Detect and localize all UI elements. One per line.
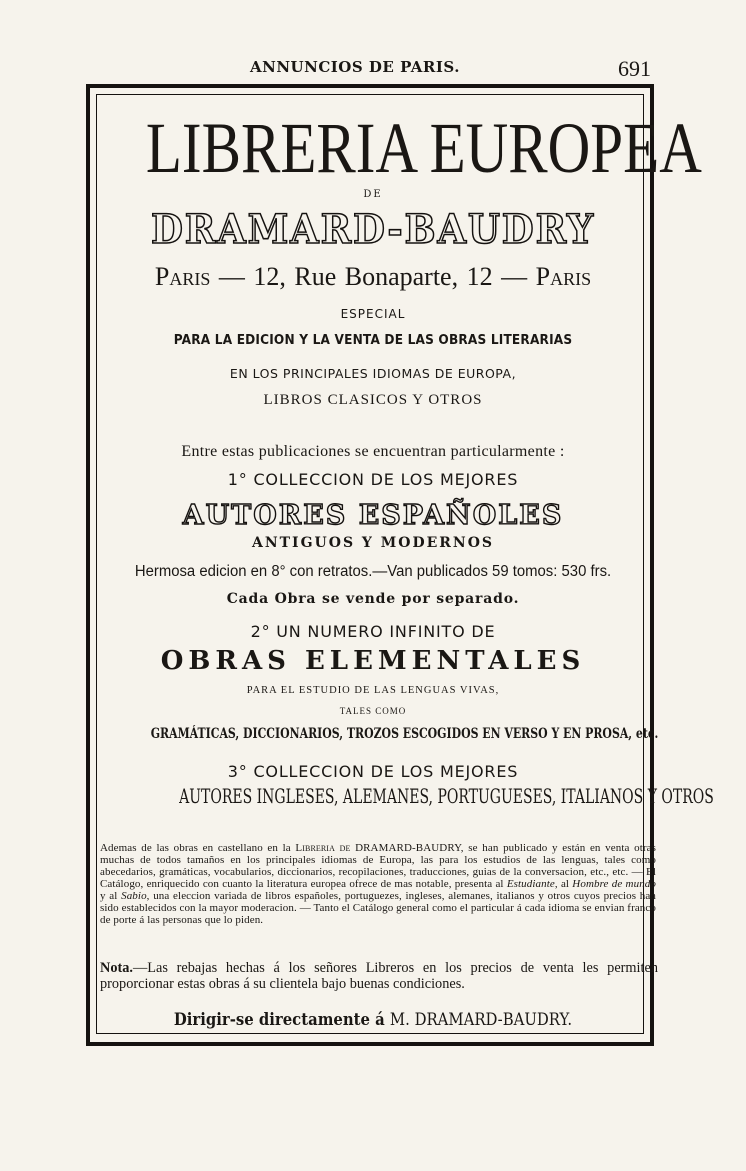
idiomas-line: EN LOS PRINCIPALES IDIOMAS DE EUROPA,: [229, 366, 517, 381]
dirigir-prefix: Dirigir-se directamente á: [173, 1010, 390, 1029]
collection1-title: AUTORES ESPAÑOLES: [182, 500, 564, 531]
collection2-para: PARA EL ESTUDIO DE LAS LENGUAS VIVAS,: [246, 685, 500, 696]
libros-line: LIBROS CLASICOS Y OTROS: [263, 392, 483, 408]
body-paragraph: [100, 842, 656, 926]
collection1-subtitle: ANTIGUOS Y MODERNOS: [251, 535, 495, 551]
collection3-title: AUTORES INGLESES, ALEMANES, PORTUGUESES, ITALIANOS Y OTROS: [179, 784, 714, 808]
especial-label: ESPECIAL: [340, 307, 406, 321]
body-text: , al: [554, 878, 573, 890]
collection1-edition: Hermosa edicion en 8° con retratos.—Van publicados 59 tomos: 530 frs.: [134, 563, 612, 580]
collection2-list: GRAMÁTICAS, DICCIONARIOS, TROZOS ESCOGIDOS EN VERSO Y EN PROSA, etc.: [150, 726, 659, 742]
body-firm-smallcaps: Libreria de: [295, 842, 351, 854]
nota-paragraph: [100, 960, 658, 992]
nota-text: —Las rebajas hechas á los señores Libreros en los precios de venta les permiten proporcionar estas obras á su clientela bajo buenas condiciones.: [100, 960, 658, 992]
collection2-heading: 2° UN NUMERO INFINITO DE: [250, 622, 496, 641]
collection2-title: OBRAS ELEMENTALES: [160, 646, 586, 676]
dirigir-name: M. DRAMARD-BAUDRY.: [389, 1010, 573, 1029]
dirigir-line: [124, 1012, 623, 1029]
collection1-heading: 1° COLLECCION DE LOS MEJORES: [227, 470, 519, 489]
entre-line: Entre estas publicaciones se encuentran particularmente :: [181, 443, 565, 460]
collection3-heading: 3° COLLECCION DE LOS MEJORES: [227, 762, 519, 781]
publisher-name: DRAMARD-BAUDRY: [151, 206, 595, 253]
address-street: — 12, Rue Bonaparte, 12 —: [218, 262, 528, 291]
address-city-right: Paris: [535, 262, 592, 291]
body-text: , una eleccion variada de libros españoles, portuguezes, ingleses, alemanes, italianos y otros cuyos precios han sido establecidos con la mayor moderacion. — Tanto el Catálogo general como el particular á cada idioma se envian franco de porte á las personas que lo piden.: [100, 890, 656, 926]
address-city-left: Paris: [154, 262, 211, 291]
firm-title: LIBRERIA EUROPEA: [145, 108, 702, 188]
edicion-line: PARA LA EDICION Y LA VENTA DE LAS OBRAS LITERARIAS: [173, 332, 573, 348]
body-text: y al: [100, 890, 122, 902]
collection2-tales: TALES COMO: [339, 706, 407, 716]
address-line: [96, 264, 650, 290]
nota-label: Nota.: [100, 960, 133, 976]
body-italic: Hombre de mundo: [572, 878, 656, 890]
running-head: [0, 56, 746, 82]
collection1-note: Cada Obra se vende por separado.: [226, 591, 520, 607]
body-text: Ademas de las obras en castellano en la: [100, 842, 296, 854]
body-italic: Sabio: [121, 890, 147, 902]
firm-de: DE: [363, 189, 383, 200]
body-text: DRAMARD-BAUDRY, se han publicado y están en venta otras muchas de todos tamaños en los principales idiomas de Europa, las para los estudios de las lenguas, tales como abecedarios, gramáticas, vocabularios, diccionarios, recopilaciones, traducciones, guias de la conversacion, etc., etc. — El Catálogo, enriquecido con cuanto la literatura europea ofrece de mas notable, presenta al: [100, 842, 657, 890]
body-italic: Estudiante: [506, 878, 555, 890]
running-head-title: ANNUNCIOS DE PARIS.: [250, 58, 460, 76]
page-number: 691: [618, 56, 651, 81]
